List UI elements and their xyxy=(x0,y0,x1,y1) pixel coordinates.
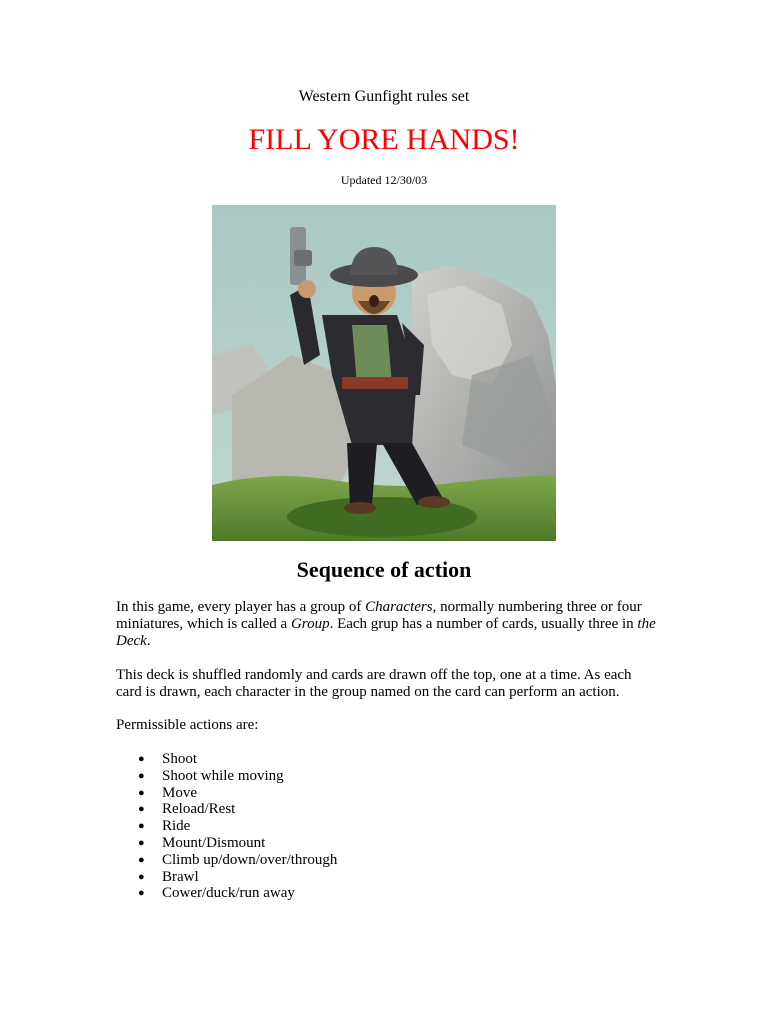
bullet-icon: ● xyxy=(138,887,145,900)
list-item xyxy=(116,869,337,886)
list-item xyxy=(116,885,337,902)
deck-paragraph: This deck is shuffled randomly and cards are drawn off the top, one at a time. As each card is drawn, each character in the group named on the card can perform an action. xyxy=(116,667,632,700)
bullet-icon: ● xyxy=(138,786,145,799)
list-item xyxy=(116,835,337,852)
action-label: Climb up/down/over/through xyxy=(162,851,338,868)
list-item xyxy=(116,751,337,768)
action-label: Mount/Dismount xyxy=(162,834,266,851)
bullet-icon: ● xyxy=(138,769,145,782)
intro-text-d: . xyxy=(146,633,151,649)
intro-text-b: , normally numbering three or four miniatures, which is called a xyxy=(116,599,642,632)
document-title: FILL YORE HANDS! xyxy=(248,123,520,156)
group-term: Group xyxy=(290,616,330,632)
list-item xyxy=(116,801,337,818)
list-item xyxy=(116,852,337,869)
action-label: Reload/Rest xyxy=(162,801,236,818)
actions-list xyxy=(116,751,337,902)
list-item xyxy=(116,768,337,785)
bullet-icon: ● xyxy=(138,853,145,866)
bullet-icon: ● xyxy=(138,820,145,833)
action-label: Shoot xyxy=(162,751,198,767)
action-label: Brawl xyxy=(162,868,199,885)
action-label: Move xyxy=(162,784,197,801)
intro-text-c: . Each grup has a number of cards, usually three in xyxy=(329,616,638,632)
updated-date: Updated 12/30/03 xyxy=(340,173,428,187)
document-subtitle: Western Gunfight rules set xyxy=(298,88,470,105)
list-item xyxy=(116,818,337,835)
bullet-icon: ● xyxy=(138,870,145,883)
permissible-actions-intro: Permissible actions are: xyxy=(116,717,259,733)
bullet-icon: ● xyxy=(138,803,145,816)
section-heading: Sequence of action xyxy=(296,557,472,582)
characters-term: Characters xyxy=(365,599,433,615)
list-item xyxy=(116,785,337,802)
intro-text-a: In this game, every player has a group of xyxy=(116,599,366,615)
bullet-icon: ● xyxy=(138,836,145,849)
intro-paragraph xyxy=(116,599,656,650)
action-label: Shoot while moving xyxy=(162,767,284,784)
bullet-icon: ● xyxy=(138,753,145,765)
action-label: Cower/duck/run away xyxy=(162,885,295,902)
gunfighter-miniature-photo xyxy=(212,205,556,541)
action-label: Ride xyxy=(162,818,191,835)
deck-term: the Deck xyxy=(116,616,656,649)
